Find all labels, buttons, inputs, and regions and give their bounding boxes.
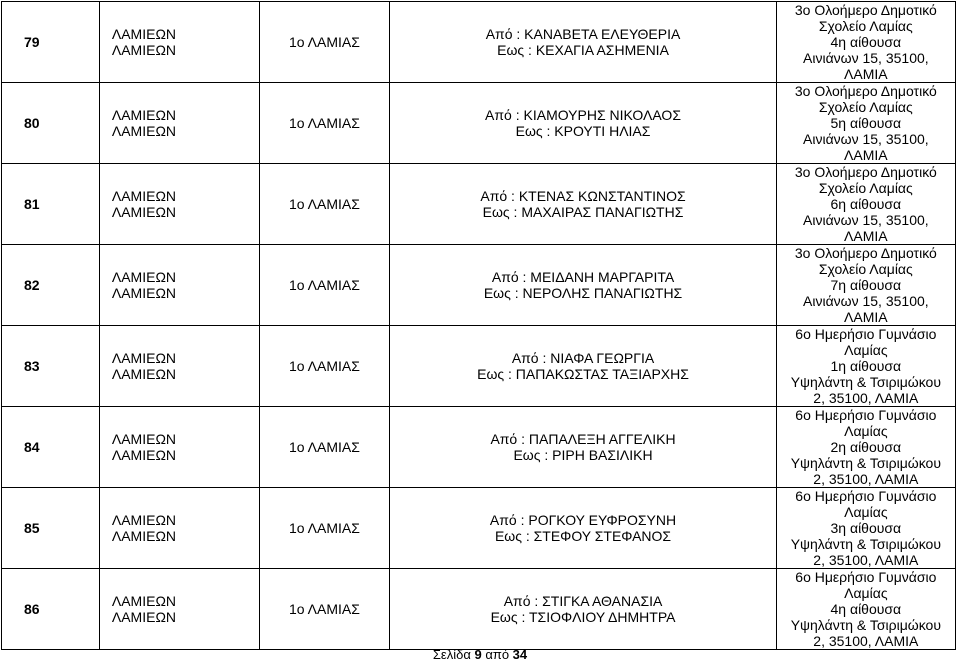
location-line: Υψηλάντη & Τσιριμώκου xyxy=(790,374,941,390)
table-row xyxy=(2,164,956,245)
location-line: 4η αίθουσα xyxy=(830,34,902,50)
location-line: Λαμίας xyxy=(844,342,888,358)
location-line: Υψηλάντη & Τσιριμώκου xyxy=(790,455,941,471)
range-from: Από : ΚΙΑΜΟΥΡΗΣ ΝΙΚΟΛΑΟΣ xyxy=(485,107,681,123)
row-number: 83 xyxy=(2,326,100,407)
municipality-cell xyxy=(99,83,259,164)
row-number: 80 xyxy=(2,83,100,164)
municipality-cell xyxy=(99,488,259,569)
row-number: 84 xyxy=(2,407,100,488)
location-line: Αινιάνων 15, 35100, xyxy=(803,212,929,228)
location-line: Λαμίας xyxy=(844,423,888,439)
surname-range-cell xyxy=(390,245,776,326)
location-line: 3η αίθουσα xyxy=(830,520,902,536)
tax-office: 1ο ΛΑΜΙΑΣ xyxy=(259,245,390,326)
table-row xyxy=(2,245,956,326)
location-line: ΛΑΜΙΑ xyxy=(844,228,888,244)
location-line: 6η αίθουσα xyxy=(830,196,902,212)
table-row xyxy=(2,569,956,650)
row-number: 81 xyxy=(2,164,100,245)
location-line: 6ο Ημερήσιο Γυμνάσιο xyxy=(795,569,937,585)
location-line: 3ο Ολοήμερο Δημοτικό xyxy=(794,83,937,99)
row-number: 79 xyxy=(2,2,100,83)
range-to: Εως : ΡΙΡΗ ΒΑΣΙΛΙΚΗ xyxy=(513,447,653,463)
location-line: 7η αίθουσα xyxy=(830,277,902,293)
tax-office: 1ο ΛΑΜΙΑΣ xyxy=(259,407,390,488)
municipality-name: ΛΑΜΙΕΩΝ xyxy=(111,107,177,123)
row-number: 85 xyxy=(2,488,100,569)
municipality-name: ΛΑΜΙΕΩΝ xyxy=(111,269,177,285)
location-line: 6ο Ημερήσιο Γυμνάσιο xyxy=(795,488,937,504)
location-line: 6ο Ημερήσιο Γυμνάσιο xyxy=(795,326,937,342)
location-line: Υψηλάντη & Τσιριμώκου xyxy=(790,536,941,552)
location-line: 3ο Ολοήμερο Δημοτικό xyxy=(794,245,937,261)
location-line: 3ο Ολοήμερο Δημοτικό xyxy=(794,2,937,18)
municipality-cell xyxy=(99,164,259,245)
footer-page-word: Σελίδα xyxy=(432,647,471,662)
location-line: 1η αίθουσα xyxy=(830,358,902,374)
tax-office: 1ο ΛΑΜΙΑΣ xyxy=(259,164,390,245)
surname-range-cell xyxy=(390,407,776,488)
table-row xyxy=(2,2,956,83)
polling-location-cell xyxy=(776,407,955,488)
municipality-name: ΛΑΜΙΕΩΝ xyxy=(111,447,177,463)
municipality-name: ΛΑΜΙΕΩΝ xyxy=(111,204,177,220)
range-from: Από : ΚΤΕΝΑΣ ΚΩΝΣΤΑΝΤΙΝΟΣ xyxy=(480,188,686,204)
polling-location-cell xyxy=(776,488,955,569)
polling-location-cell xyxy=(776,2,955,83)
location-line: Αινιάνων 15, 35100, xyxy=(803,293,929,309)
polling-location-cell xyxy=(776,326,955,407)
location-line: 2, 35100, ΛΑΜΙΑ xyxy=(813,471,919,487)
polling-location-cell xyxy=(776,164,955,245)
municipality-name: ΛΑΜΙΕΩΝ xyxy=(111,42,177,58)
municipality-name: ΛΑΜΙΕΩΝ xyxy=(111,528,177,544)
page-footer xyxy=(0,648,960,662)
table-row xyxy=(2,407,956,488)
location-line: Αινιάνων 15, 35100, xyxy=(803,50,929,66)
municipality-name: ΛΑΜΙΕΩΝ xyxy=(111,431,177,447)
tax-office: 1ο ΛΑΜΙΑΣ xyxy=(259,2,390,83)
location-line: Αινιάνων 15, 35100, xyxy=(803,131,929,147)
range-from: Από : ΜΕΙΔΑΝΗ ΜΑΡΓΑΡΙΤΑ xyxy=(491,269,675,285)
surname-range-cell xyxy=(390,326,776,407)
municipality-name: ΛΑΜΙΕΩΝ xyxy=(111,609,177,625)
municipality-name: ΛΑΜΙΕΩΝ xyxy=(111,26,177,42)
location-line: 3ο Ολοήμερο Δημοτικό xyxy=(794,164,937,180)
range-from: Από : ΚΑΝΑΒΕΤΑ ΕΛΕΥΘΕΡΙΑ xyxy=(485,26,681,42)
municipality-name: ΛΑΜΙΕΩΝ xyxy=(111,593,177,609)
table-body xyxy=(2,2,956,650)
location-line: ΛΑΜΙΑ xyxy=(844,147,888,163)
surname-range-cell xyxy=(390,569,776,650)
polling-location-cell xyxy=(776,569,955,650)
location-line: Σχολείο Λαμίας xyxy=(818,18,913,34)
footer-of-word: από xyxy=(485,647,510,662)
municipality-cell xyxy=(99,326,259,407)
location-line: Σχολείο Λαμίας xyxy=(818,261,913,277)
location-line: Λαμίας xyxy=(844,585,888,601)
municipality-cell xyxy=(99,407,259,488)
municipality-cell xyxy=(99,569,259,650)
municipality-name: ΛΑΜΙΕΩΝ xyxy=(111,188,177,204)
municipality-name: ΛΑΜΙΕΩΝ xyxy=(111,512,177,528)
tax-office: 1ο ΛΑΜΙΑΣ xyxy=(259,488,390,569)
location-line: Υψηλάντη & Τσιριμώκου xyxy=(790,617,941,633)
polling-stations-table xyxy=(1,1,956,650)
location-line: Σχολείο Λαμίας xyxy=(818,99,913,115)
tax-office: 1ο ΛΑΜΙΑΣ xyxy=(259,569,390,650)
tax-office: 1ο ΛΑΜΙΑΣ xyxy=(259,83,390,164)
polling-location-cell xyxy=(776,83,955,164)
location-line: ΛΑΜΙΑ xyxy=(844,66,888,82)
row-number: 86 xyxy=(2,569,100,650)
range-from: Από : ΠΑΠΑΛΕΞΗ ΑΓΓΕΛΙΚΗ xyxy=(490,431,676,447)
range-from: Από : ΡΟΓΚΟΥ ΕΥΦΡΟΣΥΝΗ xyxy=(489,512,677,528)
municipality-name: ΛΑΜΙΕΩΝ xyxy=(111,350,177,366)
range-to: Εως : ΚΕΧΑΓΙΑ ΑΣΗΜΕΝΙΑ xyxy=(497,42,669,58)
municipality-name: ΛΑΜΙΕΩΝ xyxy=(111,285,177,301)
footer-page-number: 9 xyxy=(474,647,482,662)
municipality-name: ΛΑΜΙΕΩΝ xyxy=(111,123,177,139)
table-row xyxy=(2,488,956,569)
range-from: Από : ΣΤΙΓΚΑ ΑΘΑΝΑΣΙΑ xyxy=(503,593,663,609)
location-line: 2, 35100, ΛΑΜΙΑ xyxy=(813,390,919,406)
table-row xyxy=(2,83,956,164)
location-line: 2, 35100, ΛΑΜΙΑ xyxy=(813,552,919,568)
range-to: Εως : ΜΑΧΑΙΡΑΣ ΠΑΝΑΓΙΩΤΗΣ xyxy=(482,204,684,220)
row-number: 82 xyxy=(2,245,100,326)
range-from: Από : ΝΙΑΦΑ ΓΕΩΡΓΙΑ xyxy=(511,350,655,366)
table-row xyxy=(2,326,956,407)
range-to: Εως : ΣΤΕΦΟΥ ΣΤΕΦΑΝΟΣ xyxy=(494,528,672,544)
location-line: ΛΑΜΙΑ xyxy=(844,309,888,325)
location-line: Σχολείο Λαμίας xyxy=(818,180,913,196)
range-to: Εως : ΚΡΟΥΤΙ ΗΛΙΑΣ xyxy=(515,123,651,139)
surname-range-cell xyxy=(390,83,776,164)
municipality-name: ΛΑΜΙΕΩΝ xyxy=(111,366,177,382)
municipality-cell xyxy=(99,2,259,83)
location-line: Λαμίας xyxy=(844,504,888,520)
surname-range-cell xyxy=(390,2,776,83)
location-line: 6ο Ημερήσιο Γυμνάσιο xyxy=(795,407,937,423)
municipality-cell xyxy=(99,245,259,326)
location-line: 2, 35100, ΛΑΜΙΑ xyxy=(813,633,919,649)
tax-office: 1ο ΛΑΜΙΑΣ xyxy=(259,326,390,407)
polling-location-cell xyxy=(776,245,955,326)
range-to: Εως : ΝΕΡΟΛΗΣ ΠΑΝΑΓΙΩΤΗΣ xyxy=(483,285,683,301)
location-line: 5η αίθουσα xyxy=(830,115,902,131)
range-to: Εως : ΠΑΠΑΚΩΣΤΑΣ ΤΑΞΙΑΡΧΗΣ xyxy=(477,366,689,382)
surname-range-cell xyxy=(390,164,776,245)
surname-range-cell xyxy=(390,488,776,569)
location-line: 2η αίθουσα xyxy=(830,439,902,455)
location-line: 4η αίθουσα xyxy=(830,601,902,617)
footer-total-pages: 34 xyxy=(512,647,528,662)
range-to: Εως : ΤΣΙΟΦΛΙΟΥ ΔΗΜΗΤΡΑ xyxy=(490,609,676,625)
